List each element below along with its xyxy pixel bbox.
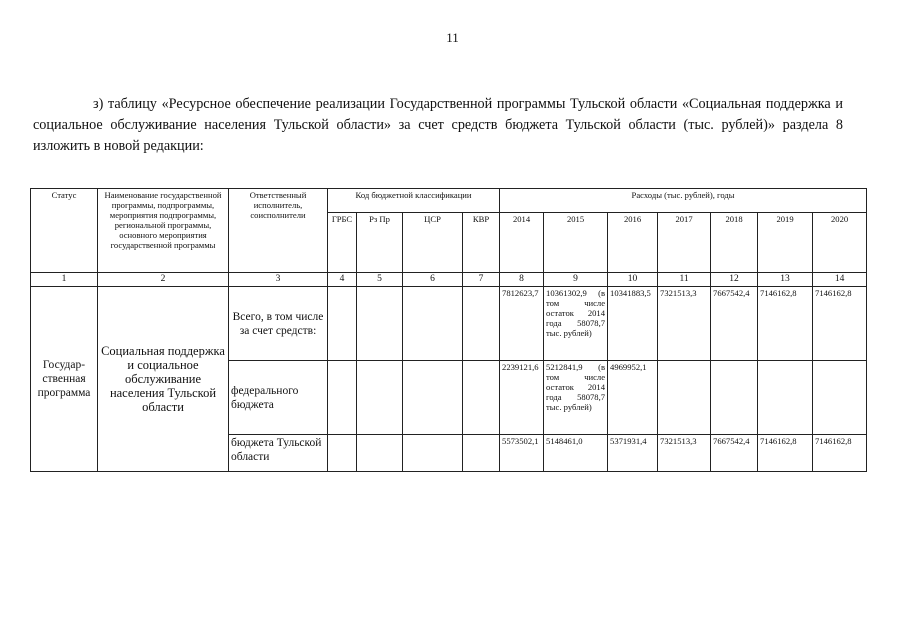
header-name: Наименование государственной программы, подпрограммы, мероприятия подпрограммы, региональной программы, основного мероприятия государственной программы <box>98 189 229 273</box>
empty-cell <box>463 287 500 361</box>
header-kvr: КВР <box>463 213 500 273</box>
value-cell: 7146162,8 <box>813 435 867 472</box>
column-number-row <box>31 273 867 287</box>
row-label: бюджета Тульской области <box>229 435 328 472</box>
empty-cell <box>463 361 500 435</box>
value-cell: 5148461,0 <box>544 435 608 472</box>
empty-cell <box>357 435 403 472</box>
value-cell <box>813 361 867 435</box>
value-cell: 7321513,3 <box>658 435 711 472</box>
status-cell: Государ-ственная программа <box>31 287 98 472</box>
empty-cell <box>328 435 357 472</box>
value-cell <box>658 361 711 435</box>
header-year: 2020 <box>813 213 867 273</box>
empty-cell <box>328 361 357 435</box>
column-number: 9 <box>544 273 608 287</box>
empty-cell <box>403 435 463 472</box>
column-number: 3 <box>229 273 328 287</box>
column-number: 12 <box>711 273 758 287</box>
value-cell: 5371931,4 <box>608 435 658 472</box>
empty-cell <box>403 287 463 361</box>
column-number: 7 <box>463 273 500 287</box>
column-number: 2 <box>98 273 229 287</box>
row-label: федерального бюджета <box>229 361 328 435</box>
intro-paragraph: з) таблицу «Ресурсное обеспечение реализации Государственной программы Тульской области «Социальная поддержка и социальное обслуживание населения Тульской области» за счет средств бюджета Тульской области (тыс. рублей)» раздела 8 изложить в новой редакции: <box>33 96 843 155</box>
value-cell: 2239121,6 <box>500 361 544 435</box>
page-number: 11 <box>446 30 459 45</box>
column-number: 14 <box>813 273 867 287</box>
value-cell: 4969952,1 <box>608 361 658 435</box>
value-cell: 7812623,7 <box>500 287 544 361</box>
header-year: 2018 <box>711 213 758 273</box>
program-name-cell: Социальная поддержка и социальное обслуживание населения Тульской области <box>98 287 229 472</box>
table-row-total <box>31 287 867 361</box>
row-label: Всего, в том числе за счет средств: <box>229 287 328 361</box>
value-cell: 7667542,4 <box>711 287 758 361</box>
header-status: Статус <box>31 189 98 273</box>
column-number: 11 <box>658 273 711 287</box>
header-expenses: Расходы (тыс. рублей), годы <box>500 189 867 213</box>
column-number: 8 <box>500 273 544 287</box>
value-cell: 7146162,8 <box>758 287 813 361</box>
value-cell-with-note <box>544 287 608 361</box>
value-cell: 10341883,5 <box>608 287 658 361</box>
empty-cell <box>328 287 357 361</box>
header-year: 2014 <box>500 213 544 273</box>
column-number: 4 <box>328 273 357 287</box>
header-year: 2017 <box>658 213 711 273</box>
empty-cell <box>403 361 463 435</box>
header-year: 2016 <box>608 213 658 273</box>
header-grbs: ГРБС <box>328 213 357 273</box>
column-number: 1 <box>31 273 98 287</box>
value-note: (в том числе остаток 2014 года 58078,7 тыс. рублей) <box>546 288 606 338</box>
value-cell: 7667542,4 <box>711 435 758 472</box>
column-number: 13 <box>758 273 813 287</box>
value-cell: 5573502,1 <box>500 435 544 472</box>
value: 5212841,9 <box>546 362 583 372</box>
empty-cell <box>357 287 403 361</box>
value-cell <box>711 361 758 435</box>
column-number: 6 <box>403 273 463 287</box>
value-cell-with-note <box>544 361 608 435</box>
resource-table <box>30 188 867 472</box>
value-cell <box>758 361 813 435</box>
value: 10361302,9 <box>546 288 587 298</box>
column-number: 5 <box>357 273 403 287</box>
header-rzpr: Рз Пр <box>357 213 403 273</box>
value-cell: 7146162,8 <box>758 435 813 472</box>
value-cell: 7146162,8 <box>813 287 867 361</box>
column-number: 10 <box>608 273 658 287</box>
value-note: (в том числе остаток 2014 года 58078,7 тыс. рублей) <box>546 362 606 412</box>
header-year: 2015 <box>544 213 608 273</box>
value-cell: 7321513,3 <box>658 287 711 361</box>
empty-cell <box>357 361 403 435</box>
header-budget-code: Код бюджетной классификации <box>328 189 500 213</box>
header-year: 2019 <box>758 213 813 273</box>
header-executor: Ответственный исполнитель, соисполнители <box>229 189 328 273</box>
header-csr: ЦСР <box>403 213 463 273</box>
empty-cell <box>463 435 500 472</box>
